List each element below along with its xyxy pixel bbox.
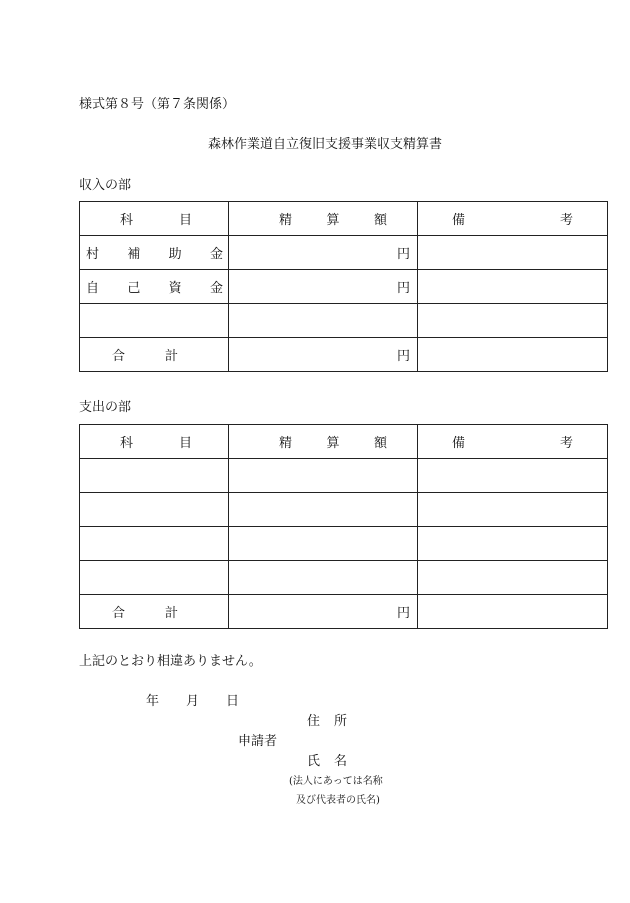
note-cell[interactable] <box>418 527 608 561</box>
applicant-label: 申請者 <box>238 734 278 749</box>
date-month-label: 月 <box>186 694 200 709</box>
item-cell[interactable] <box>80 493 229 527</box>
item-cell[interactable] <box>80 561 229 595</box>
note-cell[interactable] <box>418 493 608 527</box>
total-label: 合 計 <box>80 338 229 372</box>
note-cell[interactable] <box>418 270 608 304</box>
name-label: 氏 名 <box>307 754 348 769</box>
date-year-label: 年 <box>146 694 160 709</box>
form-number: 様式第８号（第７条関係） <box>79 97 236 112</box>
total-amount-cell[interactable]: 円 <box>229 595 418 629</box>
amount-cell[interactable] <box>229 459 418 493</box>
table-row <box>80 493 608 527</box>
amount-cell[interactable] <box>229 527 418 561</box>
table-row <box>80 459 608 493</box>
table-row <box>80 561 608 595</box>
declaration-text: 上記のとおり相違ありません。 <box>79 654 262 669</box>
item-cell[interactable] <box>80 527 229 561</box>
header-amount: 精 算 額 <box>229 202 418 236</box>
note-cell[interactable] <box>418 459 608 493</box>
header-note: 備 考 <box>418 202 608 236</box>
note-cell[interactable] <box>418 304 608 338</box>
header-amount: 精 算 額 <box>229 425 418 459</box>
income-section-label: 収入の部 <box>79 178 132 193</box>
expenditure-header-row <box>80 425 608 459</box>
amount-cell[interactable]: 円 <box>229 270 418 304</box>
note-cell[interactable] <box>418 561 608 595</box>
expenditure-table <box>79 424 608 629</box>
table-row <box>80 236 608 270</box>
item-cell[interactable] <box>80 304 229 338</box>
applicant-note-line2: 及び代表者の氏名) <box>296 795 380 806</box>
table-row <box>80 304 608 338</box>
header-note: 備 考 <box>418 425 608 459</box>
item-cell[interactable] <box>80 459 229 493</box>
expenditure-total-row <box>80 595 608 629</box>
note-cell[interactable] <box>418 595 608 629</box>
item-cell: 村 補 助 金 <box>80 236 229 270</box>
header-item: 科 目 <box>80 425 229 459</box>
amount-cell[interactable] <box>229 304 418 338</box>
expenditure-section-label: 支出の部 <box>79 400 132 415</box>
amount-cell[interactable] <box>229 493 418 527</box>
income-table <box>79 201 608 372</box>
amount-cell[interactable]: 円 <box>229 236 418 270</box>
note-cell[interactable] <box>418 236 608 270</box>
address-label: 住 所 <box>307 714 348 729</box>
amount-cell[interactable] <box>229 561 418 595</box>
table-row <box>80 270 608 304</box>
total-amount-cell[interactable]: 円 <box>229 338 418 372</box>
form-title: 森林作業道自立復旧支援事業収支精算書 <box>208 137 443 152</box>
income-total-row <box>80 338 608 372</box>
item-cell: 自 己 資 金 <box>80 270 229 304</box>
date-day-label: 日 <box>226 694 240 709</box>
table-row <box>80 527 608 561</box>
income-header-row <box>80 202 608 236</box>
note-cell[interactable] <box>418 338 608 372</box>
header-item: 科 目 <box>80 202 229 236</box>
applicant-note-line1: (法人にあっては名称 <box>289 776 383 787</box>
total-label: 合 計 <box>80 595 229 629</box>
